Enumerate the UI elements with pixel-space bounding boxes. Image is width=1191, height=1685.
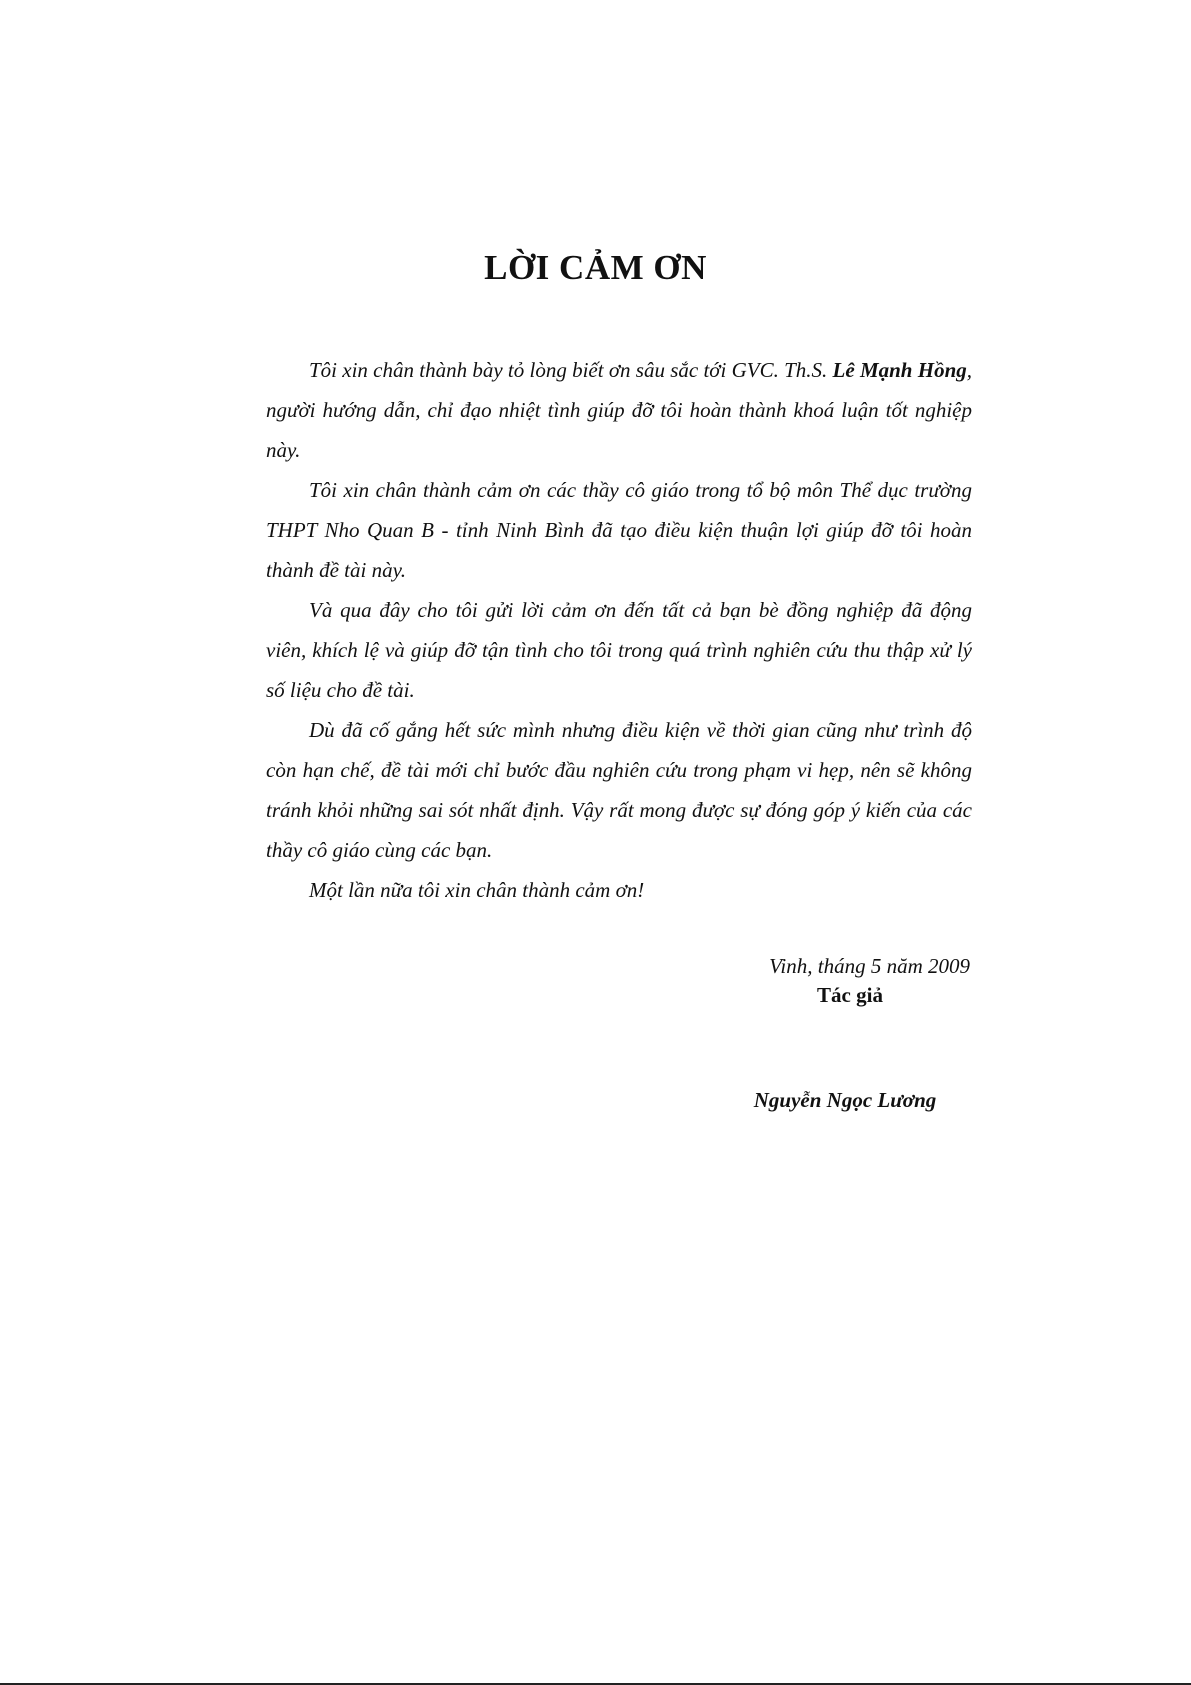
paragraph-2: Tôi xin chân thành cảm ơn các thầy cô giáo trong tổ bộ môn Thể dục trường THPT Nho Quan B - tỉnh Ninh Bình đã tạo điều kiện thuận lợi giúp đỡ tôi hoàn thành đề tài này. — [266, 478, 972, 582]
paragraph-5: Một lần nữa tôi xin chân thành cảm ơn! — [309, 878, 645, 902]
advisor-name: Lê Mạnh Hồng — [832, 358, 967, 382]
place-date: Vinh, tháng 5 năm 2009 — [769, 954, 970, 978]
paragraph-4: Dù đã cố gắng hết sức mình nhưng điều kiện về thời gian cũng như trình độ còn hạn chế, đề tài mới chỉ bước đầu nghiên cứu trong phạm vi hẹp, nên sẽ không tránh khỏi những sai sót nhất định. Vậy rất mong được sự đóng góp ý kiến của các thầy cô giáo cùng các bạn. — [266, 718, 972, 862]
paragraph-3: Và qua đây cho tôi gửi lời cảm ơn đến tất cả bạn bè đồng nghiệp đã động viên, khích lệ và giúp đỡ tận tình cho tôi trong quá trình nghiên cứu thu thập xử lý số liệu cho đề tài. — [266, 598, 972, 702]
author-label: Tác giả — [817, 983, 883, 1007]
paragraph-1-intro: Tôi xin chân thành bày tỏ lòng biết ơn sâu sắc tới GVC. Th.S. — [309, 358, 833, 382]
author-name: Nguyễn Ngọc Lương — [753, 1088, 937, 1112]
acknowledgement-body — [266, 350, 972, 910]
paragraph-1-rest: , người hướng dẫn, chỉ đạo nhiệt tình giúp đỡ tôi hoàn thành khoá luận tốt nghiệp này. — [266, 358, 972, 462]
paragraph-1 — [266, 350, 972, 470]
page-title: LỜI CẢM ƠN — [484, 248, 707, 287]
